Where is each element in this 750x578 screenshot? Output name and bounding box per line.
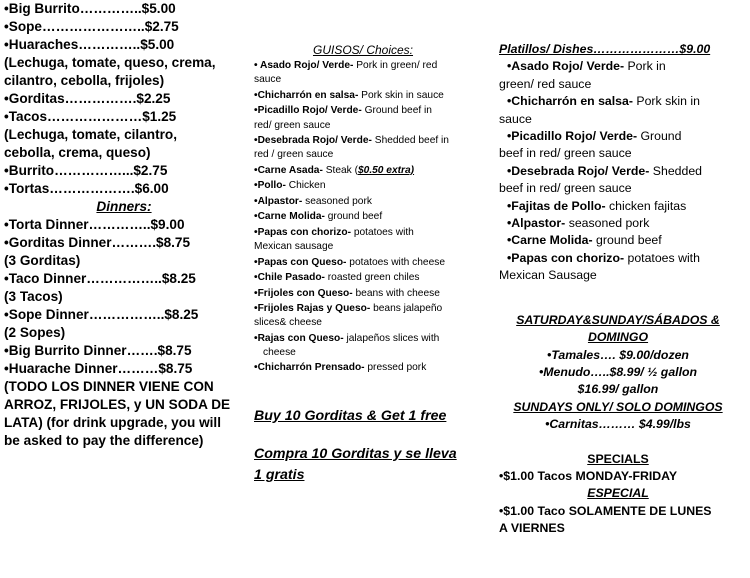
dinner-line: ARROZ, FRIJOLES, y UN SODA DE <box>4 397 231 412</box>
menu-line: •Big Burrito…………..$5.00 <box>4 1 176 16</box>
dinner-line: •Huarache Dinner………$8.75 <box>4 361 193 376</box>
dish-desc-cont: green/ red sauce <box>499 76 592 91</box>
guiso-name: •Frijoles Rajas y Queso- <box>254 303 371 315</box>
guiso-desc: potatoes with cheese <box>346 256 445 268</box>
guiso-item <box>254 89 472 103</box>
dish-desc: Ground <box>637 129 682 144</box>
guiso-desc: Steak ( <box>322 164 358 176</box>
menu-line: •Huaraches…………..$5.00 <box>4 37 175 52</box>
dish-desc-cont: Mexican Sausage <box>499 268 597 283</box>
guiso-desc: Shedded beef in <box>371 135 449 147</box>
guiso-name: •Picadillo Rojo/ Verde- <box>254 105 362 117</box>
guiso-name: •Papas con chorizo- <box>254 226 351 238</box>
specials-heading: SPECIALS <box>587 451 649 466</box>
special-tacos-line: •$1.00 Tacos MONDAY-FRIDAY <box>499 468 678 483</box>
promo-english: Buy 10 Gorditas & Get 1 free <box>254 407 447 424</box>
guiso-desc: jalapeños slices with <box>343 332 440 344</box>
guiso-desc-cont: Mexican sausage <box>254 241 334 253</box>
dish-item <box>499 58 737 75</box>
dish-name: •Picadillo Rojo/ Verde- <box>507 129 638 144</box>
dish-item <box>499 93 737 110</box>
guiso-item <box>254 302 472 330</box>
menu-line: •Gorditas…………….$2.25 <box>4 91 171 106</box>
guiso-name: •Chicharrón en salsa- <box>254 89 359 101</box>
guiso-desc: ground beef <box>324 211 383 223</box>
menu-line: cilantro, cebolla, frijoles) <box>4 73 165 88</box>
guiso-item <box>254 179 472 193</box>
guiso-name: •Chicharrón Prensado- <box>254 362 365 374</box>
guiso-item <box>254 59 472 87</box>
dinner-line: (3 Tacos) <box>4 289 63 304</box>
guiso-item <box>254 271 472 285</box>
guiso-name: • Asado Rojo/ Verde- <box>254 60 354 72</box>
menu-line: •Sope…………………..$2.75 <box>4 19 179 34</box>
guiso-desc: beans jalapeño <box>370 303 443 315</box>
dish-item <box>499 128 737 145</box>
promo-spanish-line1: Compra 10 Gorditas y se lleva <box>254 445 457 462</box>
guiso-desc-cont: sauce <box>254 74 282 86</box>
guiso-desc-cont: cheese <box>263 346 296 358</box>
tamales-line: •Tamales…. $9.00/dozen <box>547 347 689 362</box>
menudo-gallon-line: $16.99/ gallon <box>577 382 659 397</box>
guiso-desc: roasted green chiles <box>324 272 420 284</box>
guiso-name: •Chile Pasado- <box>254 272 325 284</box>
guiso-desc: potatoes with <box>350 226 414 238</box>
guiso-desc-cont: slices& cheese <box>254 317 322 329</box>
dinner-line: •Big Burrito Dinner…….$8.75 <box>4 343 192 358</box>
guiso-item <box>254 210 472 224</box>
dinner-line: •Gorditas Dinner……….$8.75 <box>4 235 191 250</box>
dish-item <box>499 215 737 232</box>
dish-desc-cont: sauce <box>499 111 532 126</box>
dish-desc: Shedded <box>649 163 703 178</box>
dinner-line: be asked to pay the difference) <box>4 433 204 448</box>
guiso-name: •Frijoles con Queso- <box>254 287 353 299</box>
guiso-item <box>254 164 472 178</box>
dinner-line: •Torta Dinner…………..$9.00 <box>4 217 185 232</box>
dinner-line: (2 Sopes) <box>4 325 66 340</box>
weekend-heading-line2: DOMINGO <box>587 330 649 345</box>
menu-line: •Tortas……………….$6.00 <box>4 181 169 196</box>
especial-line2: A VIERNES <box>499 521 565 536</box>
dish-desc-cont: beef in red/ green sauce <box>499 146 632 161</box>
dish-name: •Alpastor- <box>507 216 566 231</box>
menudo-line: •Menudo…..$8.99/ ½ gallon <box>538 364 698 379</box>
dish-desc: seasoned pork <box>565 216 650 231</box>
guiso-desc: Pork skin in sauce <box>358 89 444 101</box>
guiso-desc-cont: red / green sauce <box>254 149 334 161</box>
dish-item <box>499 198 737 215</box>
dinner-line: •Sope Dinner……………..$8.25 <box>4 307 199 322</box>
dish-item <box>499 163 737 180</box>
dinner-line: (TODO LOS DINNER VIENE CON <box>4 379 214 394</box>
guiso-item <box>254 361 472 375</box>
guiso-item <box>254 104 472 132</box>
dinner-line: (3 Gorditas) <box>4 253 81 268</box>
menu-line: •Tacos…………………$1.25 <box>4 109 177 124</box>
guiso-name: •Pollo- <box>254 180 286 192</box>
dish-desc: potatoes with <box>624 250 700 265</box>
dishes-heading: Platillos/ Dishes…………………$9.00 <box>499 42 711 56</box>
dish-name: •Desebrada Rojo/ Verde- <box>507 163 650 178</box>
guiso-name: •Papas con Queso- <box>254 256 347 268</box>
dinners-heading: Dinners: <box>96 199 152 214</box>
guiso-desc: Ground beef in <box>361 105 432 117</box>
guiso-desc: pressed pork <box>364 362 427 374</box>
dishes-column <box>499 0 737 538</box>
guiso-item <box>254 287 472 301</box>
sundays-heading: SUNDAYS ONLY/ SOLO DOMINGOS <box>513 399 723 414</box>
dinner-line: •Taco Dinner……………..$8.25 <box>4 271 196 286</box>
guisos-column <box>254 0 472 486</box>
dish-name: •Carne Molida- <box>507 233 593 248</box>
weekend-heading-line1: SATURDAY&SUNDAY/SÁBADOS & <box>516 312 720 327</box>
dish-item <box>499 232 737 249</box>
guiso-name: •Alpastor- <box>254 195 303 207</box>
dish-desc: ground beef <box>592 233 662 248</box>
guiso-desc: seasoned pork <box>302 195 372 207</box>
carnitas-line: •Carnitas……… $4.99/lbs <box>545 417 691 432</box>
dinner-line: LATA) (for drink upgrade, you will <box>4 415 221 430</box>
menu-line: cebolla, crema, queso) <box>4 145 151 160</box>
dish-name: •Fajitas de Pollo- <box>507 198 606 213</box>
guiso-desc: Pork in green/ red <box>353 60 438 72</box>
guiso-item <box>254 256 472 270</box>
menu-column-left <box>4 0 244 450</box>
especial-heading: ESPECIAL <box>587 486 649 501</box>
menu-line: •Burrito……………...$2.75 <box>4 163 168 178</box>
guisos-heading: GUISOS/ Choices: <box>312 43 414 57</box>
guiso-name: •Rajas con Queso- <box>254 332 344 344</box>
dish-desc-cont: beef in red/ green sauce <box>499 181 632 196</box>
guiso-desc: beans with cheese <box>352 287 440 299</box>
dish-name: •Papas con chorizo- <box>507 250 625 265</box>
dish-desc: Pork in <box>624 59 666 74</box>
dish-name: •Asado Rojo/ Verde- <box>507 59 625 74</box>
guiso-item <box>254 195 472 209</box>
guiso-name: •Desebrada Rojo/ Verde- <box>254 135 372 147</box>
dish-item <box>499 250 737 267</box>
dish-desc: Pork skin in <box>632 94 700 109</box>
especial-line1: •$1.00 Taco SOLAMENTE DE LUNES <box>499 503 712 518</box>
guiso-desc-cont: red/ green sauce <box>254 119 331 131</box>
guiso-item <box>254 134 472 162</box>
promo-spanish-line2: 1 gratis <box>254 466 305 483</box>
guiso-desc: Chicken <box>285 180 326 192</box>
guiso-name: •Carne Asada- <box>254 164 323 176</box>
guiso-item <box>254 332 472 360</box>
dish-desc: chicken fajitas <box>605 198 687 213</box>
menu-line: (Lechuga, tomate, queso, crema, <box>4 55 216 70</box>
menu-line: (Lechuga, tomate, cilantro, <box>4 127 177 142</box>
steak-extra: $0.50 extra) <box>357 164 415 176</box>
guiso-name: •Carne Molida- <box>254 211 325 223</box>
dish-name: •Chicharrón en salsa- <box>507 94 633 109</box>
guiso-item <box>254 226 472 254</box>
